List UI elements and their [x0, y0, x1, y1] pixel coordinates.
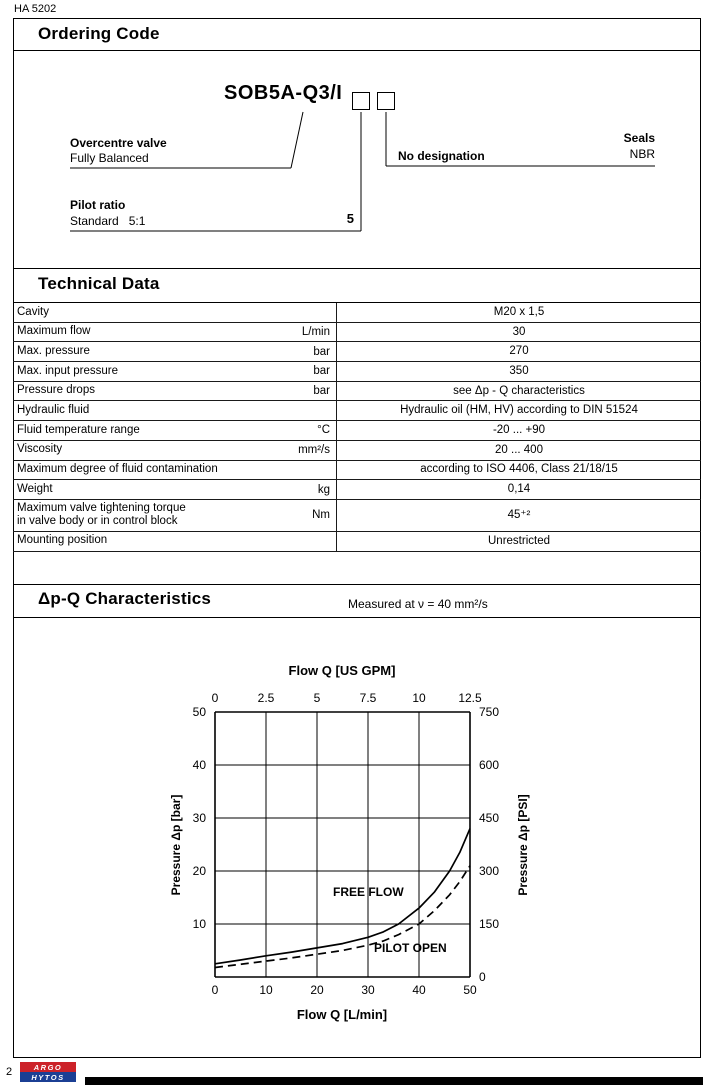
table-row [13, 401, 701, 421]
row-label: Hydraulic fluid [17, 404, 90, 417]
svg-text:40: 40 [412, 983, 426, 997]
curve-label-pilot-open: PILOT OPEN [374, 941, 447, 955]
row-value: M20 x 1,5 [493, 305, 545, 318]
chart-bottom-axis-title: Flow Q [L/min] [296, 1007, 388, 1022]
table-row [13, 323, 701, 343]
logo-hytos-bar: HYTOS [20, 1072, 76, 1082]
row-label: Maximum flow [17, 325, 91, 338]
logo-argo-bar: ARGO [20, 1062, 76, 1072]
section-title-ordering: Ordering Code [38, 24, 160, 43]
table-row [13, 500, 701, 532]
row-label: Max. pressure [17, 344, 90, 357]
chart-top-axis-title: Flow Q [US GPM] [288, 663, 396, 678]
row-unit: mm²/s [298, 444, 330, 457]
doc-number: HA 5202 [14, 3, 57, 15]
row-value: 45⁺² [507, 508, 531, 521]
table-row [13, 421, 701, 441]
footer-bar [85, 1077, 703, 1085]
table-row [13, 480, 701, 500]
row-label: Cavity [17, 305, 49, 318]
row-label: Weight [17, 482, 53, 495]
svg-text:10: 10 [259, 983, 273, 997]
table-row [13, 441, 701, 461]
svg-text:5: 5 [313, 691, 321, 705]
pilot-ratio-value: 5 [346, 211, 354, 226]
row-label: Pressure drops [17, 384, 95, 397]
no-designation-label: No designation [398, 149, 485, 163]
svg-text:600: 600 [479, 758, 500, 772]
section-title-technical: Technical Data [38, 274, 160, 293]
row-label: Viscosity [17, 443, 63, 456]
row-value: 30 [512, 325, 526, 338]
divider [13, 50, 701, 51]
table-row [13, 532, 701, 552]
row-label: Maximum valve tightening torque in valve body or in control block [17, 501, 186, 528]
svg-text:50: 50 [192, 705, 206, 719]
row-value: -20 ... +90 [492, 423, 546, 436]
row-label: Maximum degree of fluid contamination [17, 463, 218, 476]
table-row [13, 362, 701, 382]
svg-text:300: 300 [479, 864, 500, 878]
table-row [13, 342, 701, 362]
page-number: 2 [6, 1066, 13, 1078]
svg-text:50: 50 [463, 983, 477, 997]
seals-label: Seals [623, 131, 655, 145]
chart-right-axis-title: Pressure Δp [PSI] [516, 794, 530, 896]
overcentre-valve-sub: Fully Balanced [70, 151, 149, 165]
seals-value: NBR [629, 147, 655, 161]
svg-text:0: 0 [479, 970, 486, 984]
technical-data-table [13, 302, 701, 552]
row-value: 270 [509, 345, 529, 358]
overcentre-valve-label: Overcentre valve [70, 136, 167, 150]
row-value: Hydraulic oil (HM, HV) according to DIN 51524 [400, 404, 638, 417]
row-unit: kg [317, 483, 330, 496]
svg-text:150: 150 [479, 917, 500, 931]
ordering-code-box-2 [377, 92, 395, 110]
svg-text:30: 30 [192, 811, 206, 825]
ordering-code-box-1 [352, 92, 370, 110]
chart-left-axis-title: Pressure Δp [bar] [169, 794, 183, 896]
ordering-code-text: SOB5A-Q3/I [224, 82, 343, 104]
svg-text:750: 750 [479, 705, 500, 719]
svg-text:2.5: 2.5 [257, 691, 275, 705]
svg-text:20: 20 [310, 983, 324, 997]
row-unit: L/min [301, 326, 330, 339]
pilot-ratio-label: Pilot ratio [70, 198, 126, 212]
row-value: 0,14 [507, 483, 531, 496]
svg-text:10: 10 [192, 917, 206, 931]
divider [13, 268, 701, 269]
row-value: see Δp - Q characteristics [453, 384, 585, 397]
table-row [13, 303, 701, 323]
svg-text:0: 0 [211, 983, 219, 997]
divider [13, 584, 701, 585]
table-row [13, 461, 701, 481]
row-unit: bar [313, 365, 330, 378]
row-value: Unrestricted [488, 534, 550, 547]
row-unit: bar [313, 345, 330, 358]
pilot-ratio-sub: Standard 5:1 [70, 214, 146, 228]
row-label: Max. input pressure [17, 364, 118, 377]
row-value: 350 [509, 364, 529, 377]
argo-hytos-logo [20, 1062, 76, 1082]
row-unit: Nm [312, 509, 330, 522]
row-value: 20 ... 400 [495, 443, 543, 456]
svg-text:0: 0 [211, 691, 219, 705]
section-title-dpq: Δp-Q Characteristics [38, 589, 212, 608]
svg-text:20: 20 [192, 864, 206, 878]
row-unit: °C [317, 424, 330, 437]
row-unit: bar [313, 385, 330, 398]
row-label: Fluid temperature range [17, 423, 140, 436]
svg-text:10: 10 [412, 691, 426, 705]
row-value: according to ISO 4406, Class 21/18/15 [420, 463, 618, 476]
svg-text:7.5: 7.5 [359, 691, 377, 705]
divider [13, 617, 701, 618]
row-label: Mounting position [17, 534, 108, 547]
svg-text:30: 30 [361, 983, 375, 997]
svg-text:40: 40 [192, 758, 206, 772]
dpq-measurement-note: Measured at ν = 40 mm²/s [348, 597, 488, 611]
svg-text:450: 450 [479, 811, 500, 825]
svg-text:12.5: 12.5 [458, 691, 482, 705]
curve-label-free-flow: FREE FLOW [333, 885, 404, 899]
table-row [13, 382, 701, 402]
